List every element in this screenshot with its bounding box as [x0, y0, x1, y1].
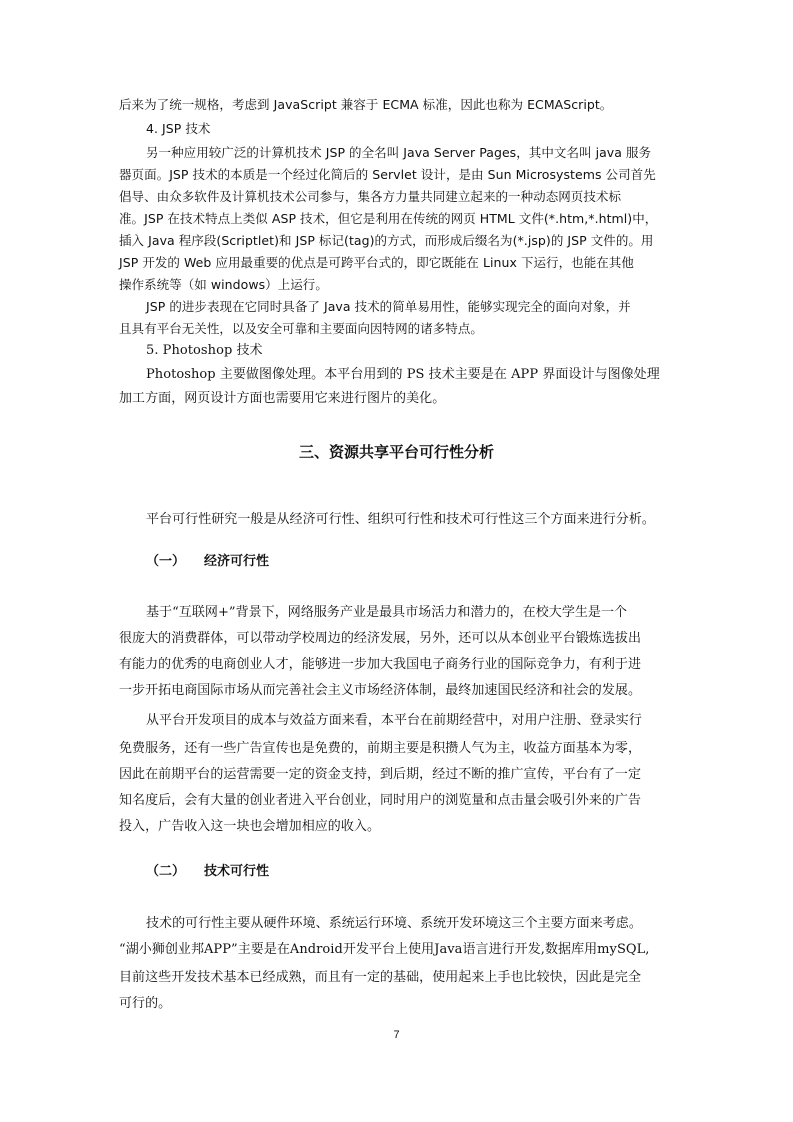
- paragraph-line: Photoshop 主要做图像处理。本平台用到的 PS 技术主要是在 APP 界面设计与图像处理: [146, 367, 660, 382]
- paragraph-line: 因此在前期平台的运营需要一定的资金支持，到后期，经过不断的推广宣传，平台有了一定: [119, 767, 642, 782]
- paragraph-line: 一步开拓电商国际市场从而完善社会主义市场经济体制，最终加速国民经济和社会的发展。: [119, 683, 642, 698]
- paragraph-line: 插入 Java 程序段(Scriptlet)和 JSP 标记(tag)的方式，而形成后缀名为(*.jsp)的 JSP 文件的。用: [119, 233, 654, 248]
- paragraph-line: 很庞大的消费群体，可以带动学校周边的经济发展，另外，还可以从本创业平台锻炼选拔出: [119, 631, 642, 646]
- paragraph-line: 技术的可行性主要从硬件环境、系统运行环境、系统开发环境这三个主要方面来考虑。: [146, 916, 642, 931]
- paragraph-line: 基于“互联网+”背景下，网络服务产业是最具市场活力和潜力的，在校大学生是一个: [146, 605, 628, 620]
- paragraph-line: 可行的。: [119, 996, 172, 1011]
- paragraph-line: 器页面。JSP 技术的本质是一个经过化简后的 Servlet 设计，是由 Sun Microsystems 公司首先: [119, 167, 656, 182]
- paragraph-line: 投入，广告收入这一块也会增加相应的收入。: [119, 819, 381, 834]
- paragraph-line: 知名度后，会有大量的创业者进入平台创业，同时用户的浏览量和点击量会吸引外来的广告: [119, 793, 642, 808]
- subsection-number: （一）: [146, 554, 186, 569]
- paragraph-line: “湖小狮创业邦APP”主要是在Android开发平台上使用Java语言进行开发,数据库用mySQL,: [119, 942, 650, 957]
- subsection-heading-technical: [146, 863, 269, 881]
- list-heading-jsp: 4. JSP 技术: [146, 121, 211, 136]
- paragraph-line: 目前这些开发技术基本已经成熟，而且有一定的基础，使用起来上手也比较快，因此是完全: [119, 970, 642, 985]
- chapter-title: 三、资源共享平台可行性分析: [298, 443, 494, 461]
- paragraph-line: 倡导、由众多软件及计算机技术公司参与，集各方力量共同建立起来的一种动态网页技术标: [119, 189, 622, 204]
- subsection-heading-economic: [146, 553, 269, 571]
- paragraph-line: 有能力的优秀的电商创业人才，能够进一步加大我国电子商务行业的国际竞争力，有利于进: [119, 657, 642, 672]
- paragraph-line: 另一种应用较广泛的计算机技术 JSP 的全名叫 Java Server Pages，其中文名叫 java 服务: [146, 145, 652, 160]
- paragraph-line: 加工方面，网页设计方面也需要用它来进行图片的美化。: [119, 391, 446, 406]
- list-heading-photoshop: 5. Photoshop 技术: [146, 343, 263, 358]
- paragraph-line: 操作系统等（如 windows）上运行。: [119, 277, 328, 292]
- paragraph-line: 准。JSP 在技术特点上类似 ASP 技术，但它是利用在传统的网页 HTML 文件(*.htm,*.html)中，: [119, 211, 658, 226]
- paragraph-line: JSP 的进步表现在它同时具备了 Java 技术的简单易用性，能够实现完全的面向对象，并: [146, 299, 631, 314]
- subsection-number: （二）: [146, 864, 186, 879]
- paragraph-line: JSP 开发的 Web 应用最重要的优点是可跨平台式的，即它既能在 Linux 下运行，也能在其他: [119, 255, 634, 270]
- paragraph-line: 后来为了统一规格，考虑到 JavaScript 兼容于 ECMA 标准，因此也称为 ECMAScript。: [119, 97, 613, 112]
- paragraph-line: 免费服务，还有一些广告宣传也是免费的，前期主要是积攒人气为主，收益方面基本为零，: [119, 741, 642, 756]
- subsection-title: 技术可行性: [204, 864, 270, 879]
- intro-paragraph: 平台可行性研究一般是从经济可行性、组织可行性和技术可行性这三个方面来进行分析。: [146, 512, 655, 527]
- paragraph-line: 且具有平台无关性，以及安全可靠和主要面向因特网的诸多特点。: [119, 321, 483, 336]
- paragraph-line: 从平台开发项目的成本与效益方面来看，本平台在前期经营中，对用户注册、登录实行: [146, 713, 642, 728]
- subsection-title: 经济可行性: [204, 554, 270, 569]
- page-number: 7: [393, 1029, 400, 1041]
